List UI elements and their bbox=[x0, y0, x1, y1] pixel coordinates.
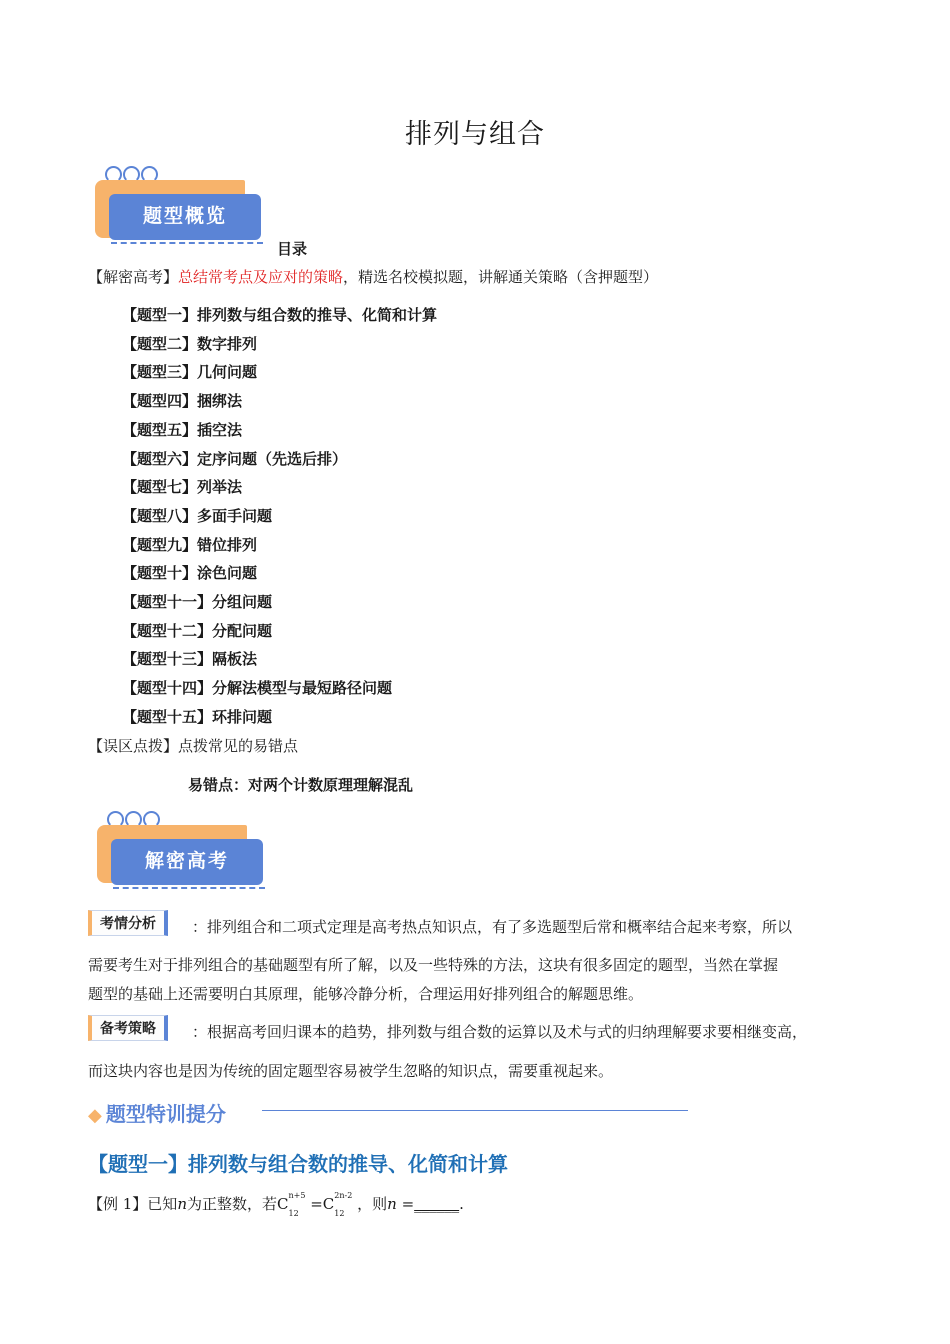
toc-item: 【题型十五】环排问题 bbox=[122, 707, 273, 726]
gaokao-banner-label: 解密高考 bbox=[111, 839, 263, 885]
page-title: 排列与组合 bbox=[405, 119, 545, 150]
toc-item: 【题型八】多面手问题 bbox=[122, 506, 273, 525]
section-header bbox=[88, 1098, 226, 1127]
diamond-chevron-icon: ◆ bbox=[88, 1105, 102, 1126]
strategy-tag: 备考策略 bbox=[88, 1015, 168, 1041]
analysis-text-3: 题型的基础上还需要明白其原理，能够冷静分析，合理运用好排列组合的解题思维。 bbox=[88, 985, 644, 1003]
analysis-text-2: 需要考生对于排列组合的基础题型有所了解，以及一些特殊的方法，这块有很多固定的题型，当然在掌握 bbox=[88, 956, 779, 974]
section-rule bbox=[262, 1110, 688, 1111]
toc-heading: 目录 bbox=[277, 240, 308, 258]
toc-item: 【题型二】数字排列 bbox=[122, 334, 258, 353]
section-title: 题型特训提分 bbox=[105, 1102, 226, 1126]
analysis-tag: 考情分析 bbox=[88, 910, 168, 936]
intro-line bbox=[88, 266, 658, 287]
mistake-line: 【误区点拨】点拨常见的易错点 bbox=[88, 737, 299, 755]
strategy-text-1: ：根据高考回归课本的趋势，排列数与组合数的运算以及术与式的归纳理解要求要相继变高， bbox=[192, 1023, 808, 1041]
answer-blank[interactable]: ______ bbox=[414, 1195, 460, 1213]
toc-item: 【题型六】定序问题（先选后排） bbox=[122, 449, 348, 468]
example-1: 【例 1】已知n为正整数，若$C^{n+5}$ $_{12} =C^{2n-2}$ $_{12}$ ，则n =______. bbox=[88, 1191, 464, 1218]
toc-item: 【题型一】排列数与组合数的推导、化简和计算 bbox=[122, 306, 438, 324]
toc-item: 【题型四】捆绑法 bbox=[122, 392, 243, 411]
overview-banner-label: 题型概览 bbox=[109, 194, 261, 240]
overview-banner bbox=[95, 170, 270, 252]
gaokao-banner bbox=[97, 815, 272, 897]
mistake-point: 易错点：对两个计数原理理解混乱 bbox=[188, 776, 414, 794]
toc-item: 【题型五】插空法 bbox=[122, 420, 243, 439]
toc-item: 【题型七】列举法 bbox=[122, 478, 243, 497]
toc-item: 【题型十二】分配问题 bbox=[122, 621, 273, 640]
toc-item: 【题型九】错位排列 bbox=[122, 535, 258, 554]
question-type-heading: 【题型一】排列数与组合数的推导、化简和计算 bbox=[88, 1152, 508, 1176]
intro-prefix: 【解密高考】 bbox=[88, 268, 179, 286]
toc-item: 【题型十】涂色问题 bbox=[122, 564, 258, 583]
toc-item: 【题型三】几何问题 bbox=[122, 363, 258, 382]
toc-item: 【题型十四】分解法模型与最短路径问题 bbox=[122, 679, 393, 698]
toc-item: 【题型十一】分组问题 bbox=[122, 593, 273, 611]
toc-item: 【题型十三】隔板法 bbox=[122, 650, 258, 669]
intro-rest: ，精选名校模拟题，讲解通关策略（含押题型） bbox=[343, 268, 659, 286]
strategy-text-2: 而这块内容也是因为传统的固定题型容易被学生忽略的知识点，需要重视起来。 bbox=[88, 1062, 614, 1080]
intro-highlight: 总结常考点及应对的策略 bbox=[178, 268, 344, 286]
analysis-text-1: ：排列组合和二项式定理是高考热点知识点，有了多选题型后常和概率结合起来考察，所以 bbox=[192, 918, 793, 936]
